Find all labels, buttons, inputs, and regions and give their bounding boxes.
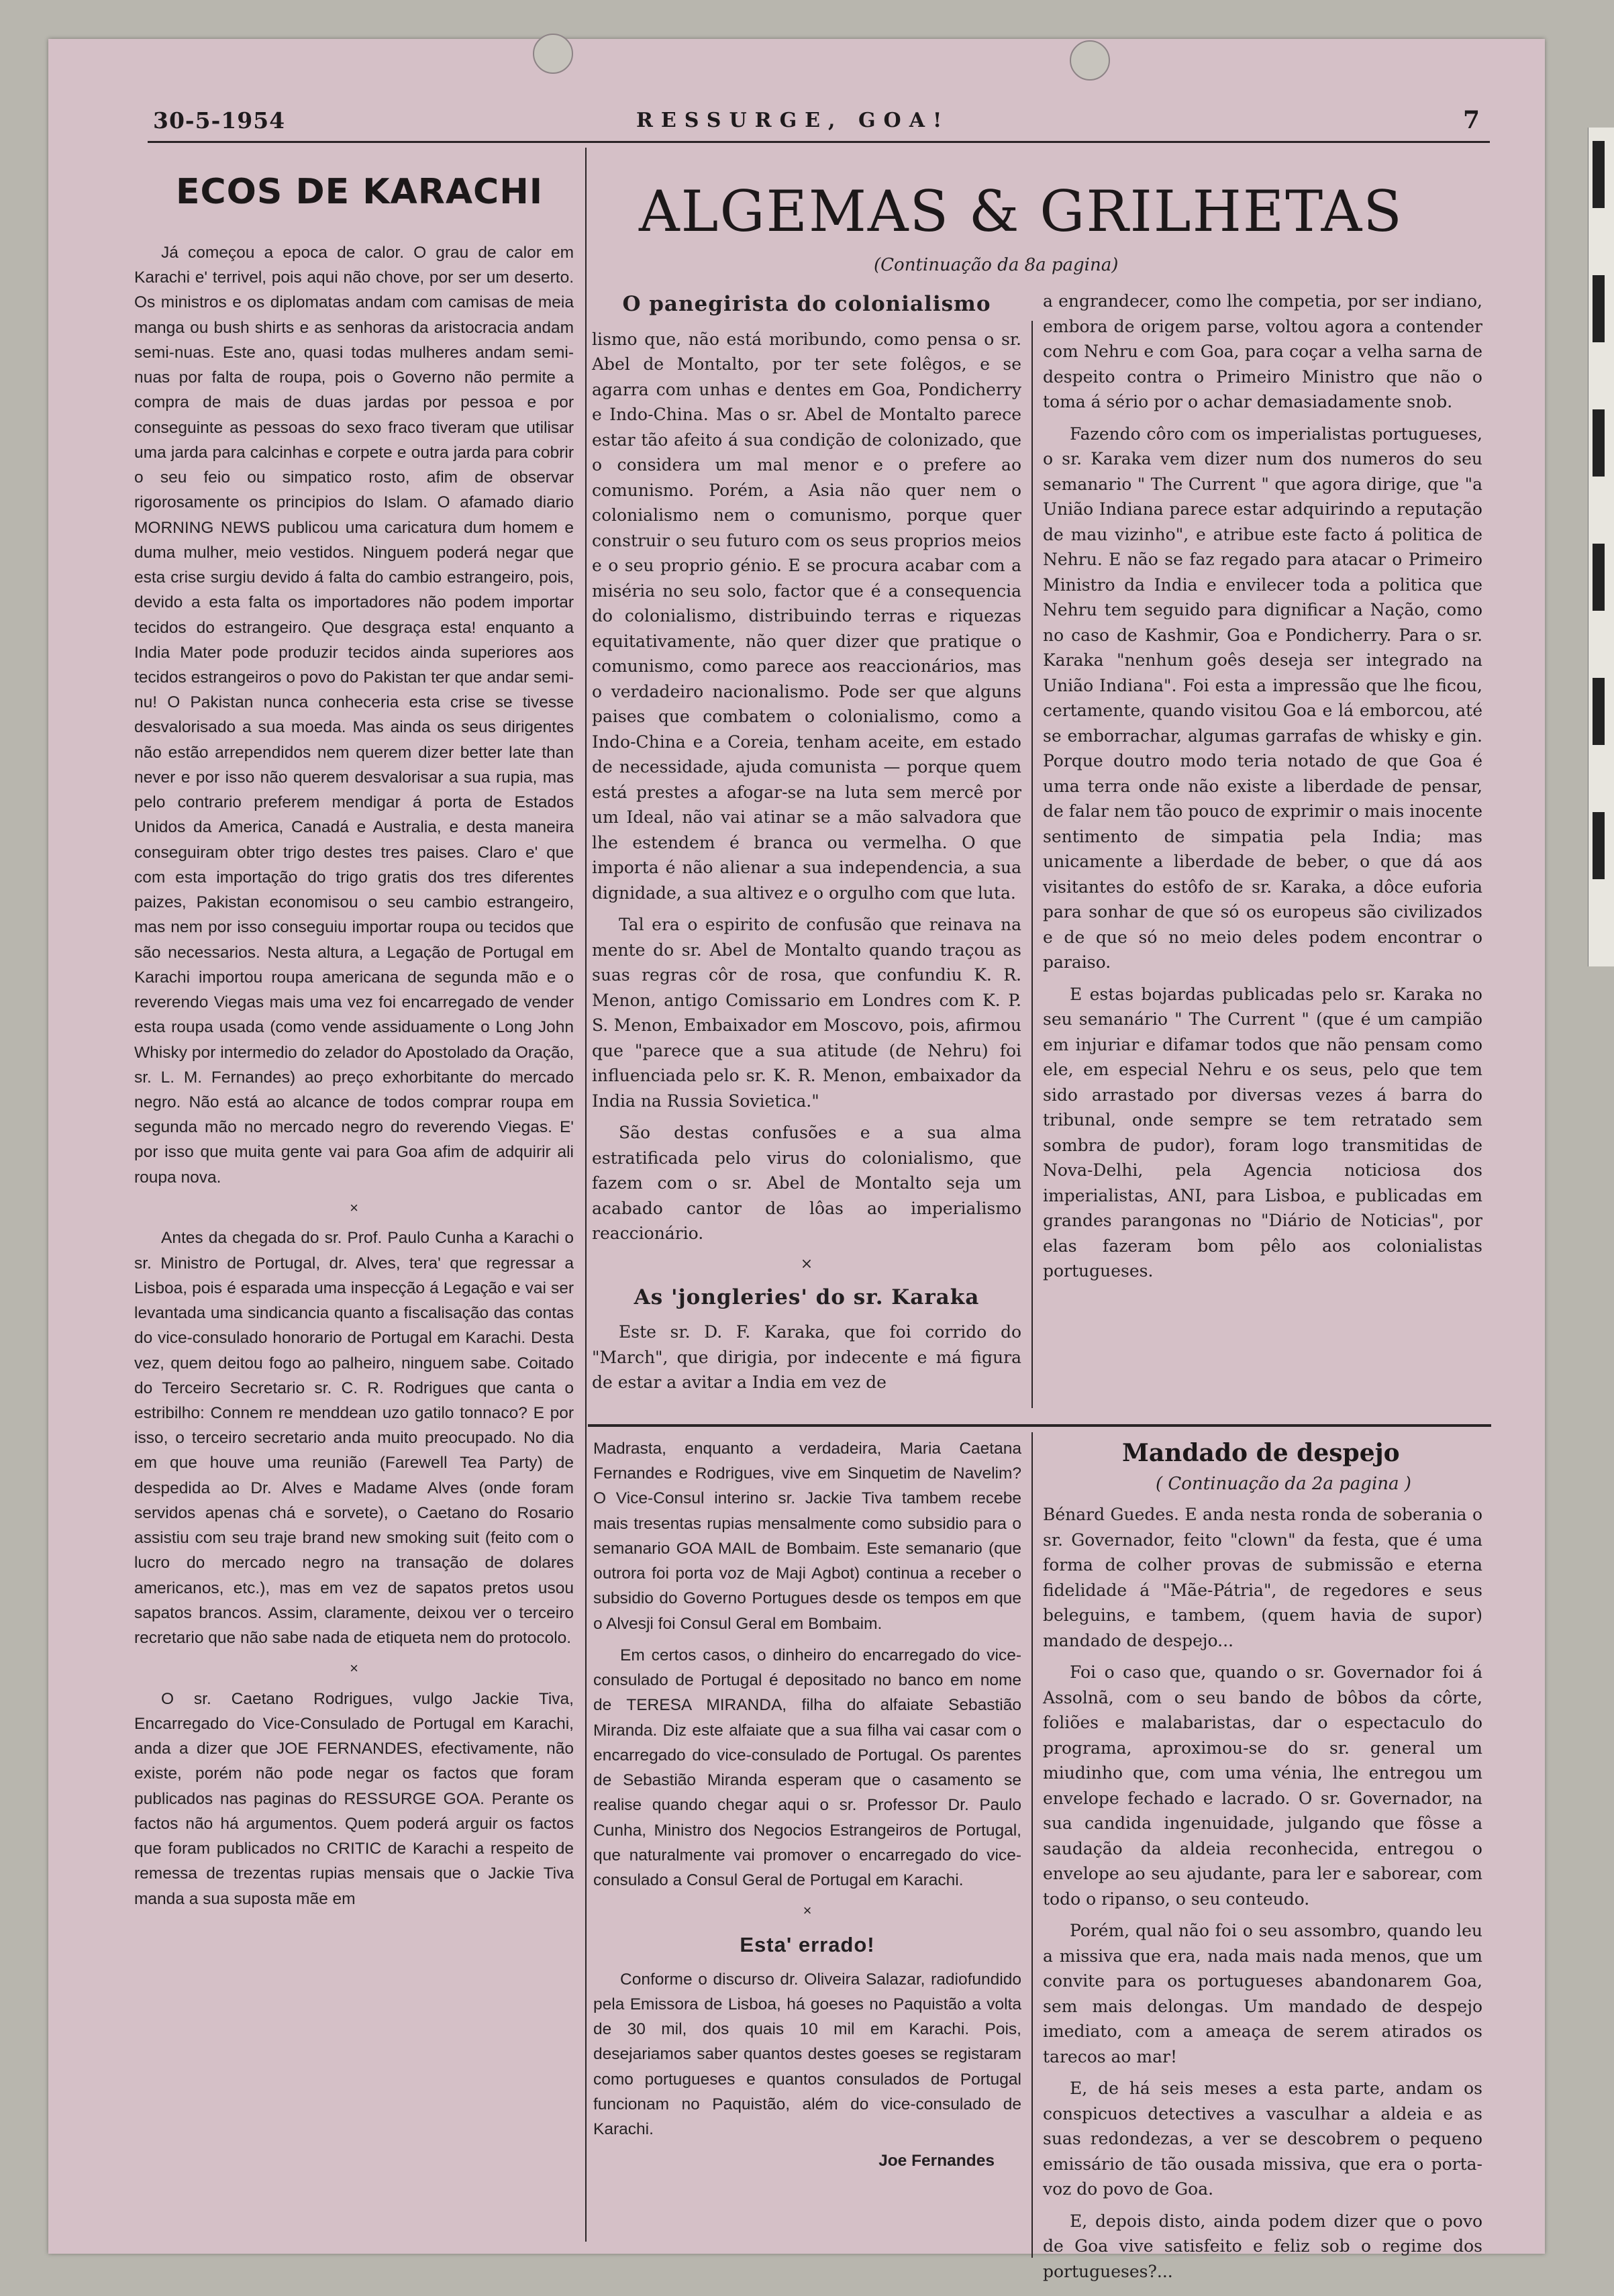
panegirista-subheading: O panegirista do colonialismo [622, 292, 991, 316]
mandado-paragraph-2: Foi o caso que, quando o sr. Governador foi á Assolnã, com o seu bando de bôbos da côrte, foliões e malabaristas, dar o espectaculo do programa, aproximou-se do sr. general um miudinho que, com uma vénia, lhe entregou um envelope fechado e lacrado. O sr. Governador, na sua candida ingenuidade, julgando que fôsse a saudação da aldeia reconhecida, entregou o envelope ao seu ajudante, para ler e saborear, com todo o ripanso, o seu conteudo. [1043, 1662, 1482, 1909]
ecos-paragraph-1: Já começou a epoca de calor. O grau de calor em Karachi e' terrivel, pois aqui não chove, por ser um deserto. Os ministros e os diplomatas andam com camisas de meia manga ou bush shirts e as senhoras da aristocracia andam semi-nuas. Este ano, quasi todas mulheres andam semi-nuas por falta de roupa, pois o Governo não permite a compra de mais de duas jardas por pessoa e por conseguinte as pessoas do sexo fraco tiveram que utilisar uma jarda para calcinhas e corpete e outra jarda para cobrir o seu feio ou simpatico rosto, afim de observar rigorosamente os principios do Islam. O afamado diario MORNING NEWS publicou uma caricatura dum homem e duma mulher, meio vestidos. Ninguem poderá negar que esta crise surgiu devido á falta do cambio estrangeiro, pois, devido a esta falta os importadores não podem importar tecidos do estrangeiro. Que desgraça esta! enquanto a India Mater pode produzir tecidos ainda superiores aos tecidos estrangeiros o povo do Pakistan ter que andar semi-nu! O Pakistan nunca conheceria esta crise se tivesse desvalorisado a sua moeda. Mas ainda os seus dirigentes não estão arrependidos nem querem dizer better late than never e por isso não querem desvalorisar a sua rupia, mas pelo contrario preferem mendigar á porta de Estados Unidos da America, Canadá e Australia, e desta maneira conseguiram obter trigo destes tres paises. Claro e' que com esta importação do trigo gratis dos tres diferentes paizes, Pakistan economisou o seu cambio estrangeiro, mas nem por isso conseguiu importar roupa ou tecidos que são necessarios. Nesta altura, a Legação de Portugal em Karachi importou roupa americana de segunda mão e o reverendo Viegas mais uma vez foi encarregado de vender esta roupa usada (como vende assiduamente o Long John Whisky por intermedio do zelador do Apostolado da Oração, sr. L. M. Fernandes) ao preço exhorbitante do mercado negro. Não está ao alcance de todos comprar roupa em segunda mão no mercado negro do reverendo Viegas. E' por isso que muita gente vai para Goa afim de adquirir ali roupa nova. [134, 244, 574, 1187]
ecos-paragraph-2: Antes da chegada do sr. Prof. Paulo Cunha a Karachi o sr. Ministro de Portugal, dr. Alves, tera' que regressar a Lisboa, pois é esparada uma inspecção á Legação e vai ser levantada uma sindicancia quanto a fiscalisação das contas do vice-consulado honorario de Portugal em Karachi. Desta vez, quem deitou fogo ao palheiro, ninguem sabe. Coitado do Terceiro Secretario sr. C. R. Rodrigues que canta o estribilho: Connem re menddean uzo gatilo tonnaco? E por isso, o terceiro secretario anda muito preocupado. No dia em que houve uma reunião (Farewell Tea Party) de despedida ao Dr. Alves e Madame Alves (onde foram servidos apenas chá e sorvete), o Caetano do Rosario assistiu com seu traje brand new smoking suit (feito com o lucro do mercado negro na transação de dolares americanos, etc.), mas em vez de sapatos pretos usou sapatos brancos. Assim, claramente, deixou ver o terceiro recretario que não sabe nada de etiqueta nem do protocolo. [134, 1229, 574, 1648]
algemas-column-2 [1043, 289, 1482, 1423]
column-rule-2 [1031, 321, 1033, 1408]
mandado-article [1043, 1502, 1482, 2281]
algemas-paragraph-5: a engrandecer, como lhe competia, por ser indiano, embora de origem parse, voltou agora a contender com Nehru e com Goa, para coçar a velha sarna de despeito contra o Primeiro Ministro que não o toma á sério por o achar demasiadamente snob. [1043, 291, 1482, 411]
ecos-separator-1: × [350, 1199, 358, 1216]
page-number: 7 [1463, 106, 1480, 134]
algemas-separator: × [800, 1255, 813, 1272]
punch-hole-left [533, 34, 573, 74]
algemas-paragraph-2: Tal era o espirito de confusão que reinava na mente do sr. Abel de Montalto quando traçou as suas regras côr de rosa, que confundiu K. R. Menon, antigo Comissario em Londres com K. P. S. Menon, Embaixador em Moscovo, pois, afirmou que "parece que a sua atitude (de Nehru) foi influenciada pelo sr. K. R. Menon, embaixador da India na Russia Sovietica." [592, 915, 1021, 1111]
issue-date: 30-5-1954 [153, 107, 286, 134]
algemas-paragraph-3: São destas confusões e a sua alma estratificada pelo virus do colonialismo, que fazem com o sr. Abel de Montalto seja um acabado cantor de lôas ao imperialismo reaccionário. [592, 1123, 1021, 1243]
scan-ruler [1588, 128, 1614, 966]
algemas-column-1 [592, 286, 1021, 1420]
jongleries-subheading: As 'jongleries' do sr. Karaka [634, 1285, 980, 1309]
header-rule [148, 141, 1490, 143]
ecos-paragraph-4: Madrasta, enquanto a verdadeira, Maria Caetana Fernandes e Rodrigues, vive em Sinquetim de Navelim? O Vice-Consul interino sr. Jackie Tiva tambem recebe mais tresentas rupias mensalmente como subsidio para o semanario GOA MAIL de Bombaim. Este semanario (que outrora foi porta voz de Maji Agbot) continua a receber o subsidio do Governo Portugues desde os tempos em que o Alvesji foi Consul Geral em Bombaim. [593, 1440, 1021, 1633]
ecos-paragraph-5: Em certos casos, o dinheiro do encarregado do vice-consulado de Portugal é depositado no banco em nome de TERESA MIRANDA, filha do alfaiate Sebastião Miranda. Diz este alfaiate que a sua filha vai casar com o encarregado do vice-consulado de Portugal. Os parentes de Sebastião Miranda esperam que o casamento se realise quando chegar aqui o sr. Professor Dr. Paulo Cunha, Ministro dos Negocios Estrangeiros de Portugal, que naturalmente vai promover o encarregado do vice-consulado a Consul Geral de Portugal em Karachi. [593, 1646, 1021, 1889]
algemas-paragraph-7: E estas bojardas publicadas pelo sr. Karaka no seu semanário " The Current " (que é um campião em injuriar e difamar todos que não pensam como ele, em especial Nehru e os seus, pelo que tem sido arrastado por diversas vezes á barra do tribunal, onde sempre se tem retratado sem sombra de pudor), foram logo transmitidas de Nova-Delhi, pela Agencia noticiosa dos imperialistas, ANI, para Lisboa, e publicadas em grandes parangonas no "Diário de Noticias", por elas fazeram bom pêlo aos colonialistas portugueses. [1043, 984, 1482, 1281]
algemas-paragraph-4: Este sr. D. F. Karaka, que foi corrido do "March", que dirigia, por indecente e má figura de estar a avitar a India em vez de [592, 1322, 1021, 1392]
ecos-continued-column [593, 1436, 1021, 2255]
mandado-paragraph-5: E, depois disto, ainda podem dizer que o povo de Goa vive satisfeito e feliz sob o regime dos portugueses?... [1043, 2211, 1482, 2281]
mandado-de-despejo-title: Mandado de despejo [1122, 1439, 1400, 1467]
column-rule-1 [585, 148, 587, 2242]
mandado-paragraph-1: Bénard Guedes. E anda nesta ronda de soberania o sr. Governador, feito "clown" da festa, que é uma forma de colher provas de submissão e eterna fidelidade á "Mãe-Pátria", de regedores e seus beleguins, e tambem, (quem havia de supor) mandado de despejo... [1043, 1505, 1482, 1650]
algemas-continuation: (Continuação da 8a pagina) [874, 255, 1119, 275]
middle-separator: × [803, 1902, 812, 1919]
ecos-de-karachi-article [134, 240, 574, 2254]
section-rule [588, 1424, 1491, 1427]
mandado-paragraph-4: E, de há seis meses a esta parte, andam os conspicuos detectives a vasculhar a aldeia e as suas redondezas, a ver se descobrem o pequeno emissário de tão ousada missiva, que era o porta-voz do povo de Goa. [1043, 2079, 1482, 2199]
algemas-paragraph-1: lismo que, não está moribundo, como pensa o sr. Abel de Montalto, por ter sete folêgos, e se agarra com unhas e dentes em Goa, Pondicherry e Indo-China. Mas o sr. Abel de Montalto parece estar tão afeito á sua condição de colonizado, que o considera um mal menor e o prefere ao comunismo. Porém, a Asia não quer nem o colonialismo nem o comunismo, porque quer construir o seu futuro com os seus proprios meios e o seu proprio génio. E se procura acabar com a miséria no seu solo, factor que é a consequencia do colonialismo, distribuindo terras e riquezas equitativamente, não quer dizer que pratique o comunismo, como parece aos reaccionários, mas o verdadeiro nacionalismo. Pode ser que alguns paises que combatem o colonialismo, como a Indo-China e a Coreia, tenham aceite, em estado de necessidade, ajuda comunista — porque quem está prestes a afogar-se na luta sem mercê por um Ideal, não vai atinar se a mão salvadora que lhe estendem é branca ou vermelha. O que importa é não alienar a sua independencia, a sua dignidade, a sua altivez e o orgulho com que luta. [592, 329, 1021, 903]
mandado-paragraph-3: Porém, qual não foi o seu assombro, quando leu a missiva que era, nada mais nada menos, que um convite para os portugueses abandonarem Goa, sem mais delongas. Um mandado de despejo imediato, com a ameaça de serem atirados os tarecos ao mar! [1043, 1921, 1482, 2066]
algemas-paragraph-6: Fazendo côro com os imperialistas portugueses, o sr. Karaka vem dizer num dos numeros do seu semanario " The Current " que agora dirige, que "a União Indiana parece estar adquirindo a reputação de mau vizinho", e atribue este facto á politica de Nehru. E não se faz regado para atacar o Primeiro Ministro da India e envilecer toda a politica que Nehru tem seguido para dignificar a Nação, como no caso de Kashmir, Goa e Pondicherry. Para o sr. Karaka "nenhum goês deseja ser integrado na União Indiana". Foi esta a impressão que lhe ficou, certamente, quando visitou Goa e lá emborcou, até se emborrachar, algumas garrafas de whisky e gin. Porque doutro modo teria notado de que Goa é uma terra onde não existe a liberdade de pensar, de falar nem tão pouco de exprimir o mais inocente sentimento de simpatia pela India; mas unicamente a liberdade de beber, o que dá aos visitantes do estôfo de sr. Karaka, a dôce euforia para sonhar de que só os europeus são civilizados e de que só no meio deles podem encontrar o paraiso. [1043, 423, 1482, 972]
mandado-continuation: ( Continuação da 2a pagina ) [1156, 1474, 1411, 1494]
algemas-grilhetas-title: ALGEMAS & GRILHETAS [639, 179, 1403, 244]
ecos-separator-2: × [350, 1660, 358, 1677]
ecos-de-karachi-title: ECOS DE KARACHI [176, 172, 544, 212]
newspaper-name: RESSURGE, GOA! [636, 109, 950, 132]
column-rule-3 [1031, 1432, 1033, 2258]
punch-hole-right [1070, 40, 1110, 81]
esta-errado-paragraph: Conforme o discurso dr. Oliveira Salazar, radiofundido pela Emissora de Lisboa, há goeses no Paquistão a volta de 30 mil, dos quais 10 mil em Karachi. Pois, desejariamos saber quantos destes goeses se registaram como portugueses e quantos consulados de Portugal funcionam no Paquistão, além do vice-consulado de Karachi. [593, 1970, 1021, 2139]
author-signature: Joe Fernandes [878, 2152, 995, 2170]
ecos-paragraph-3: O sr. Caetano Rodrigues, vulgo Jackie Tiva, Encarregado do Vice-Consulado de Portugal em Karachi, anda a dizer que JOE FERNANDES, efectivamente, não existe, porém não pode negar os factos que foram publicados nas paginas do RESSURGE GOA. Perante os factos não há argumentos. Quem poderá arguir os factos que foram publicados no CRITIC de Karachi a respeito de remessa de trezentas rupias mensais que o Jackie Tiva manda a sua suposta mãe em [134, 1689, 574, 1908]
newspaper-page [48, 39, 1545, 2281]
esta-errado-subheading: Esta' errado! [740, 1932, 875, 1956]
